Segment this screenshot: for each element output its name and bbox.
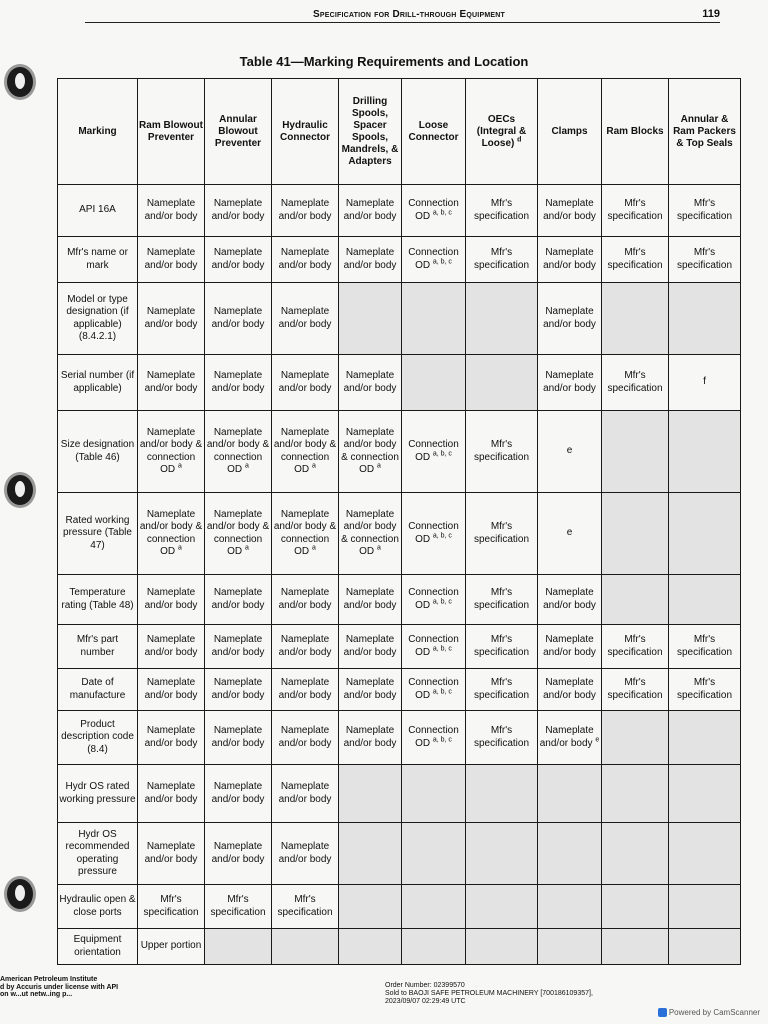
footnote-ref: a, b, c xyxy=(432,645,452,653)
binder-hole-top xyxy=(4,64,36,100)
empty-cell xyxy=(466,823,538,885)
marking-label: Hydr OS rated working pressure xyxy=(58,765,138,823)
table-cell: Mfr's specification xyxy=(466,411,538,493)
table-cell: Nameplate and/or body $^e$ xyxy=(538,711,602,765)
table-row xyxy=(58,711,741,765)
table-cell: e xyxy=(538,493,602,575)
empty-cell xyxy=(538,765,602,823)
table-row xyxy=(58,237,741,283)
footnote-ref: a xyxy=(376,462,381,470)
empty-cell xyxy=(466,885,538,929)
table-cell: Mfr's specification xyxy=(602,625,669,669)
empty-cell xyxy=(602,823,669,885)
table-cell: Nameplate and/or body & connection OD $^a$ xyxy=(205,493,272,575)
table-cell: Nameplate and/or body xyxy=(272,185,339,237)
table-cell: Nameplate and/or body xyxy=(272,575,339,625)
marking-label: Date of manufacture xyxy=(58,669,138,711)
empty-cell xyxy=(669,823,741,885)
table-cell: Connection OD $^{a, b, c}$ xyxy=(402,625,466,669)
table-cell: Upper portion xyxy=(138,929,205,965)
table-cell: Mfr's specification xyxy=(669,625,741,669)
empty-cell xyxy=(602,711,669,765)
empty-cell xyxy=(339,823,402,885)
empty-cell xyxy=(669,765,741,823)
table-cell: Nameplate and/or body xyxy=(272,823,339,885)
table-cell: Nameplate and/or body xyxy=(138,669,205,711)
footnote-ref: a xyxy=(376,544,381,552)
table-cell: Nameplate and/or body xyxy=(138,185,205,237)
table-cell: Mfr's specification xyxy=(466,669,538,711)
empty-cell xyxy=(538,885,602,929)
empty-cell xyxy=(602,283,669,355)
empty-cell xyxy=(402,355,466,411)
empty-cell xyxy=(466,355,538,411)
empty-cell xyxy=(602,575,669,625)
table-row xyxy=(58,625,741,669)
page-header xyxy=(85,8,720,23)
empty-cell xyxy=(669,283,741,355)
marking-label: Model or type designation (if applicable) (8.4.2.1) xyxy=(58,283,138,355)
empty-cell xyxy=(402,765,466,823)
binder-hole-middle xyxy=(4,472,36,508)
table-cell: Nameplate and/or body xyxy=(272,669,339,711)
table-row xyxy=(58,885,741,929)
empty-cell xyxy=(402,283,466,355)
empty-cell xyxy=(538,929,602,965)
table-row xyxy=(58,185,741,237)
camscanner-icon xyxy=(658,1008,667,1017)
table-cell: Nameplate and/or body xyxy=(272,765,339,823)
footnote-ref: a xyxy=(177,462,182,470)
table-row xyxy=(58,765,741,823)
marking-label: Hydr OS recommended operating pressure xyxy=(58,823,138,885)
column-header: Annular & Ram Packers & Top Seals xyxy=(669,79,741,185)
empty-cell xyxy=(669,493,741,575)
empty-cell xyxy=(602,765,669,823)
column-header: Drilling Spools, Spacer Spools, Mandrels, & Adapters xyxy=(339,79,402,185)
table-cell: Nameplate and/or body xyxy=(538,355,602,411)
table-cell: Nameplate and/or body & connection OD $^a$ xyxy=(138,411,205,493)
empty-cell xyxy=(402,823,466,885)
footnote-ref: a, b, c xyxy=(432,736,452,744)
empty-cell xyxy=(602,929,669,965)
table-cell: Nameplate and/or body xyxy=(138,283,205,355)
table-cell: Nameplate and/or body xyxy=(538,625,602,669)
column-header: Hydraulic Connector xyxy=(272,79,339,185)
table-cell: Mfr's specification xyxy=(466,493,538,575)
table-cell: Nameplate and/or body xyxy=(205,237,272,283)
table-cell: Nameplate and/or body xyxy=(339,711,402,765)
empty-cell xyxy=(669,929,741,965)
table-cell: Nameplate and/or body & connection OD $^a$ xyxy=(339,493,402,575)
table-cell: Nameplate and/or body xyxy=(339,355,402,411)
marking-requirements-table xyxy=(57,78,741,965)
marking-label: Mfr's name or mark xyxy=(58,237,138,283)
column-header: Marking xyxy=(58,79,138,185)
footnote-ref: a xyxy=(311,462,316,470)
empty-cell xyxy=(339,929,402,965)
empty-cell xyxy=(466,765,538,823)
table-row xyxy=(58,575,741,625)
footnote-ref: a, b, c xyxy=(432,258,452,266)
table-cell: Nameplate and/or body xyxy=(138,237,205,283)
table-cell: Nameplate and/or body xyxy=(339,185,402,237)
table-cell: Nameplate and/or body xyxy=(205,711,272,765)
binder-hole-bottom xyxy=(4,876,36,912)
table-cell: Mfr's specification xyxy=(205,885,272,929)
footer-copyright: American Petroleum Institute d by Accuris under license with API on w...ut netw..ing p... xyxy=(0,976,119,998)
table-cell: Mfr's specification xyxy=(669,237,741,283)
table-row xyxy=(58,355,741,411)
empty-cell xyxy=(602,493,669,575)
table-row xyxy=(58,669,741,711)
table-cell: Nameplate and/or body xyxy=(538,283,602,355)
column-header: Ram Blocks xyxy=(602,79,669,185)
empty-cell xyxy=(669,575,741,625)
marking-label: Equipment orientation xyxy=(58,929,138,965)
table-row xyxy=(58,929,741,965)
footnote-ref: d xyxy=(517,136,522,144)
empty-cell xyxy=(669,711,741,765)
table-cell: Nameplate and/or body xyxy=(339,625,402,669)
empty-cell xyxy=(669,885,741,929)
table-cell: Mfr's specification xyxy=(669,185,741,237)
footer-order-info: Order Number: 02399570 Sold to BAOJI SAFE PETROLEUM MACHINERY [700186109357], 2023/09/07 02:29:49 UTC xyxy=(385,982,593,1005)
empty-cell xyxy=(538,823,602,885)
table-cell: Nameplate and/or body xyxy=(205,355,272,411)
table-cell: Mfr's specification xyxy=(466,575,538,625)
table-cell: Nameplate and/or body xyxy=(205,669,272,711)
marking-label: Hydraulic open & close ports xyxy=(58,885,138,929)
table-cell: Nameplate and/or body xyxy=(538,575,602,625)
table-cell: Nameplate and/or body xyxy=(138,355,205,411)
table-cell: f xyxy=(669,355,741,411)
table-cell: Nameplate and/or body xyxy=(205,185,272,237)
table-title: Table 41—Marking Requirements and Location xyxy=(239,54,529,69)
table-row xyxy=(58,411,741,493)
column-header: Annular Blowout Preventer xyxy=(205,79,272,185)
table-cell: Nameplate and/or body xyxy=(138,765,205,823)
footnote-ref: a xyxy=(177,544,182,552)
page-number: 119 xyxy=(702,8,720,20)
table-cell: Mfr's specification xyxy=(466,711,538,765)
table-cell: Connection OD $^{a, b, c}$ xyxy=(402,185,466,237)
table-cell: Nameplate and/or body xyxy=(138,625,205,669)
table-cell: Connection OD $^{a, b, c}$ xyxy=(402,493,466,575)
table-cell: Connection OD $^{a, b, c}$ xyxy=(402,669,466,711)
table-cell: Mfr's specification xyxy=(602,669,669,711)
footnote-ref: a xyxy=(244,462,249,470)
table-cell: Nameplate and/or body xyxy=(339,237,402,283)
column-header: Loose Connector xyxy=(402,79,466,185)
marking-label: Serial number (if applicable) xyxy=(58,355,138,411)
running-head: Specification for Drill-through Equipment xyxy=(313,9,505,20)
empty-cell xyxy=(402,885,466,929)
empty-cell xyxy=(272,929,339,965)
table-cell: Mfr's specification xyxy=(602,355,669,411)
table-cell: Connection OD $^{a, b, c}$ xyxy=(402,411,466,493)
table-cell: Nameplate and/or body xyxy=(138,711,205,765)
empty-cell xyxy=(339,283,402,355)
footnote-ref: a, b, c xyxy=(432,209,452,217)
table-header-row xyxy=(58,79,741,185)
marking-label: Size designation (Table 46) xyxy=(58,411,138,493)
table-cell: Nameplate and/or body xyxy=(272,283,339,355)
column-header: OECs (Integral & Loose) $^d$ xyxy=(466,79,538,185)
table-cell: Nameplate and/or body xyxy=(272,711,339,765)
footnote-ref: a, b, c xyxy=(432,688,452,696)
marking-label: Temperature rating (Table 48) xyxy=(58,575,138,625)
table-cell: Nameplate and/or body & connection OD $^a$ xyxy=(272,411,339,493)
table-cell: Mfr's specification xyxy=(466,185,538,237)
column-header: Clamps xyxy=(538,79,602,185)
empty-cell xyxy=(339,885,402,929)
marking-label: Rated working pressure (Table 47) xyxy=(58,493,138,575)
table-cell: Nameplate and/or body & connection OD $^a$ xyxy=(205,411,272,493)
table-cell: Mfr's specification xyxy=(669,669,741,711)
table-cell: Nameplate and/or body xyxy=(205,765,272,823)
table-cell: Connection OD $^{a, b, c}$ xyxy=(402,711,466,765)
table-cell: Nameplate and/or body xyxy=(339,575,402,625)
table-cell: Mfr's specification xyxy=(272,885,339,929)
empty-cell xyxy=(466,283,538,355)
empty-cell xyxy=(602,411,669,493)
table-row xyxy=(58,493,741,575)
table-cell: Nameplate and/or body xyxy=(272,237,339,283)
empty-cell xyxy=(602,885,669,929)
table-cell: Nameplate and/or body xyxy=(138,823,205,885)
table-cell: Nameplate and/or body xyxy=(205,823,272,885)
empty-cell xyxy=(669,411,741,493)
table-cell: Nameplate and/or body xyxy=(339,669,402,711)
table-cell: Nameplate and/or body & connection OD $^a$ xyxy=(339,411,402,493)
table-cell: Nameplate and/or body & connection OD $^a$ xyxy=(272,493,339,575)
empty-cell xyxy=(402,929,466,965)
table-cell: Nameplate and/or body & connection OD $^a$ xyxy=(138,493,205,575)
footnote-ref: a xyxy=(311,544,316,552)
table-cell: Nameplate and/or body xyxy=(538,185,602,237)
table-cell: Nameplate and/or body xyxy=(538,669,602,711)
table-cell: Connection OD $^{a, b, c}$ xyxy=(402,575,466,625)
marking-label: Product description code (8.4) xyxy=(58,711,138,765)
empty-cell xyxy=(339,765,402,823)
empty-cell xyxy=(205,929,272,965)
table-cell: Mfr's specification xyxy=(602,185,669,237)
column-header: Ram Blowout Preventer xyxy=(138,79,205,185)
table-cell: Nameplate and/or body xyxy=(205,625,272,669)
footnote-ref: a xyxy=(244,544,249,552)
empty-cell xyxy=(466,929,538,965)
table-cell: Connection OD $^{a, b, c}$ xyxy=(402,237,466,283)
footnote-ref: e xyxy=(595,736,600,744)
table-cell: Nameplate and/or body xyxy=(205,283,272,355)
table-row xyxy=(58,823,741,885)
table-cell: Nameplate and/or body xyxy=(205,575,272,625)
table-cell: Mfr's specification xyxy=(602,237,669,283)
table-cell: Nameplate and/or body xyxy=(138,575,205,625)
footnote-ref: a, b, c xyxy=(432,532,452,540)
table-cell: Mfr's specification xyxy=(138,885,205,929)
table-cell: e xyxy=(538,411,602,493)
table-cell: Nameplate and/or body xyxy=(538,237,602,283)
table-cell: Nameplate and/or body xyxy=(272,625,339,669)
scanner-watermark: Powered by CamScanner xyxy=(658,1008,760,1017)
marking-label: Mfr's part number xyxy=(58,625,138,669)
table-cell: Mfr's specification xyxy=(466,237,538,283)
footnote-ref: a, b, c xyxy=(432,598,452,606)
table-cell: Mfr's specification xyxy=(466,625,538,669)
marking-label: API 16A xyxy=(58,185,138,237)
table-row xyxy=(58,283,741,355)
table-cell: Nameplate and/or body xyxy=(272,355,339,411)
footnote-ref: a, b, c xyxy=(432,450,452,458)
